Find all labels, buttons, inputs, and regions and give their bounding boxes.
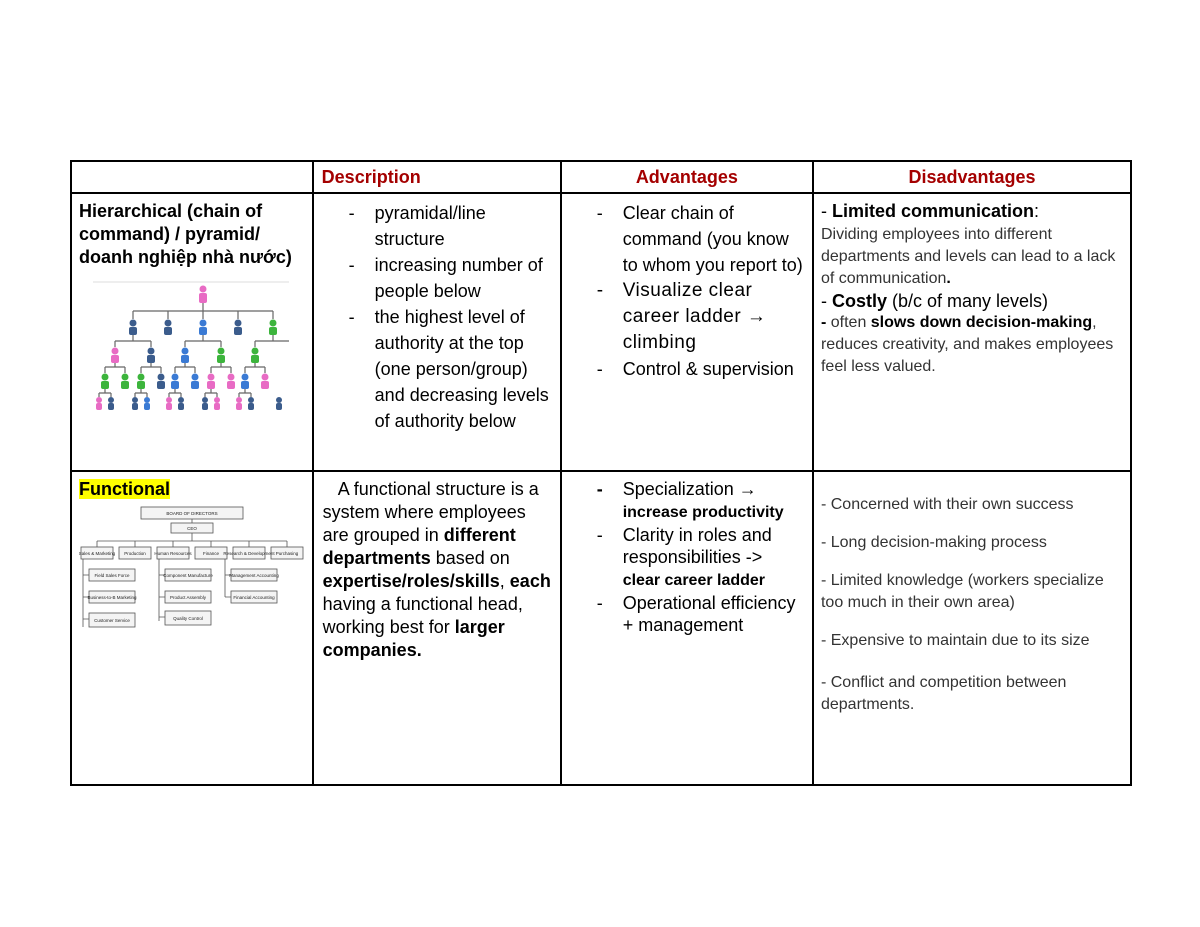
table-row-hierarchical [71,193,1131,471]
svg-text:Field Sales Force: Field Sales Force [94,573,130,578]
svg-text:Financial Accounting: Financial Accounting [233,595,275,600]
functional-disadvantages-cell [813,471,1131,785]
svg-text:Research & Development: Research & Development [223,551,275,556]
svg-text:Human Resources: Human Resources [154,551,192,556]
svg-text:Sales & Marketing: Sales & Marketing [79,551,116,556]
svg-text:CEO: CEO [187,526,197,531]
row-label-cell [71,471,313,785]
list-item: - increasing number of people below [348,255,543,301]
svg-text:Finance: Finance [202,551,220,556]
list-item: - Conflict and competition between departments. [820,674,1067,713]
list-item: - Clarity in roles and responsibilities -> clear career ladder [596,525,772,589]
list-item: - Control & supervision [596,359,794,379]
disadvantage-limited-communication: - Limited communication: Dividing employees into different departments and levels can lead to a lack of communication. [820,201,1116,287]
svg-text:Production: Production [124,551,146,556]
hierarchical-advantages-list [569,200,805,382]
hierarchical-disadvantages-cell [813,193,1131,471]
svg-text:Purchasing: Purchasing [275,551,299,556]
row-name-functional: Functional [79,479,170,499]
list-item: - Long decision-making process [820,534,1047,551]
functional-advantages-list [569,478,805,636]
functional-description-cell [313,471,561,785]
svg-text:Management Accounting: Management Accounting [229,573,279,578]
hierarchical-description-cell [313,193,561,471]
functional-description-text: A functional structure is a system where employees are grouped in different departments based on expertise/roles/skills, each having a functional head, working best for larger companies. [322,479,551,660]
list-item: - Operational efficiency + management [596,593,796,635]
header-disadvantages: Disadvantages [813,161,1131,193]
list-item: - Clear chain of command (you know to whom you report to) [596,203,803,275]
hierarchical-description-list [321,200,553,434]
svg-text:Product Assembly: Product Assembly [169,595,207,600]
table-row-functional [71,471,1131,785]
list-item: - Expensive to maintain due to its size [820,632,1090,649]
pyramid-org-chart-image [93,281,305,411]
disadvantage-costly: - Costly (b/c of many levels) [820,291,1049,311]
svg-text:BOARD OF DIRECTORS: BOARD OF DIRECTORS [166,511,218,516]
comparison-table [70,160,1132,786]
svg-text:Customer Service: Customer Service [94,618,130,623]
svg-text:Component Manufacture: Component Manufacture [163,573,213,578]
row-name-hierarchical: Hierarchical (chain of command) / pyramid/ doanh nghiệp nhà nước) [79,201,292,267]
svg-text:Quality Control: Quality Control [173,616,203,621]
header-advantages: Advantages [561,161,813,193]
functional-advantages-cell [561,471,813,785]
list-item: - Concerned with their own success [820,496,1074,513]
row-label-cell [71,193,313,471]
list-item: - the highest level of authority at the top (one person/group) and decreasing levels of authority below [348,307,549,431]
header-empty [71,161,313,193]
list-item: - Limited knowledge (workers specialize too much in their own area) [820,572,1104,611]
header-row [71,161,1131,193]
hierarchical-advantages-cell [561,193,813,471]
disadvantage-slow-decisions: - often slows down decision-making, reduces creativity, and makes employees feel less valued. [820,314,1114,375]
list-item: - pyramidal/line structure [348,203,486,249]
svg-text:Business-to-B Marketing: Business-to-B Marketing [87,595,137,600]
header-description: Description [313,161,561,193]
functional-org-chart-image [79,505,305,641]
list-item: - Specialization → increase productivity [596,479,784,521]
list-item: - Visualize clear career ladder → climbing [596,280,767,353]
